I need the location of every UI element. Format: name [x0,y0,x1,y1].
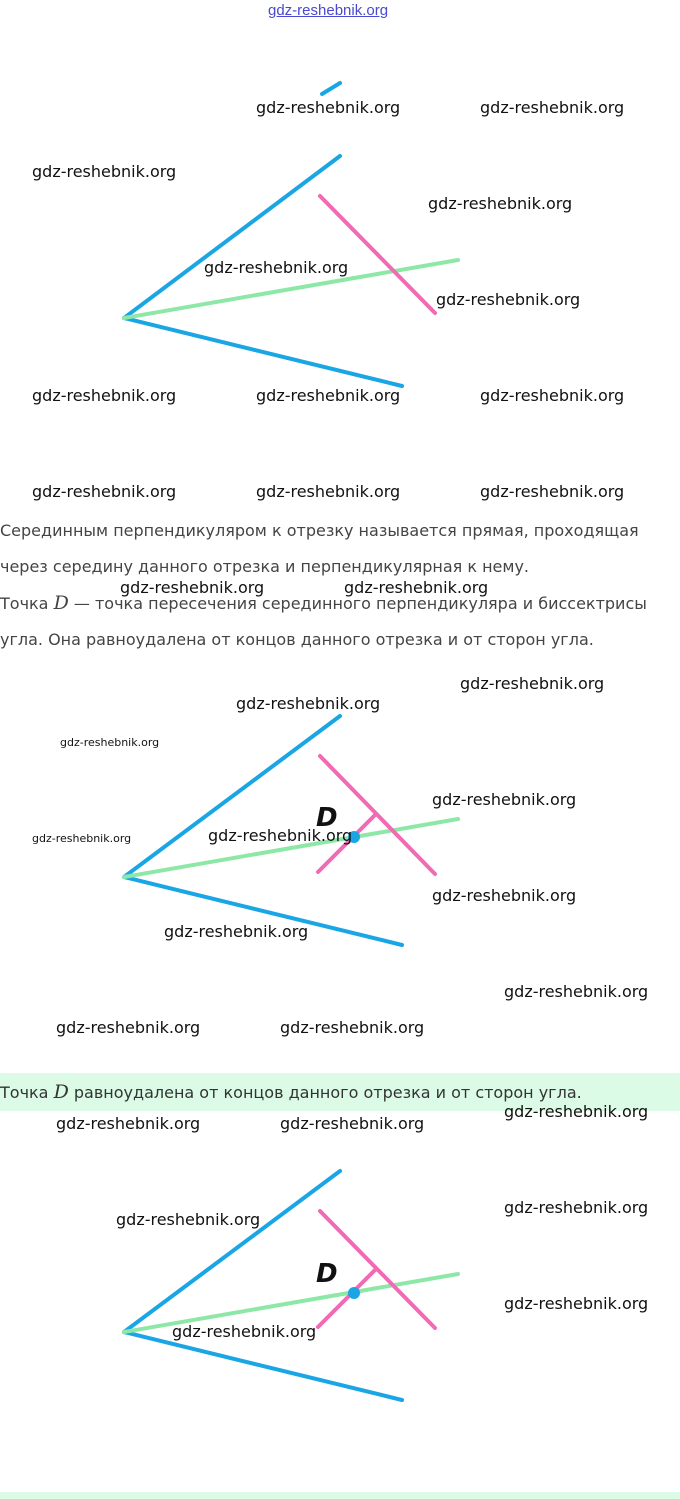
site-link[interactable]: gdz-reshebnik.org [268,2,389,19]
point-d-label: D [316,1259,338,1289]
bottom-highlight-band [0,1492,680,1499]
watermark: gdz-reshebnik.org [432,790,577,809]
watermark: gdz-reshebnik.org [164,922,309,941]
watermark: gdz-reshebnik.org [480,98,625,117]
watermark: gdz-reshebnik.org [256,482,401,501]
watermark: gdz-reshebnik.org [32,162,177,181]
watermark: gdz-reshebnik.org [208,826,353,845]
perpendicular-line [320,196,435,313]
watermark: gdz-reshebnik.org [504,1294,649,1313]
angle-side-lower [124,1332,402,1400]
conclusion-var: D [53,1081,69,1103]
watermark: gdz-reshebnik.org [120,578,265,597]
watermark: gdz-reshebnik.org [60,736,160,749]
definition-line-2: через середину данного отрезка и перпендикулярная к нему. [0,557,530,576]
watermark: gdz-reshebnik.org [116,1210,261,1229]
watermark: gdz-reshebnik.org [504,982,649,1001]
angle-side-lower [124,318,402,386]
watermark: gdz-reshebnik.org [256,386,401,405]
point-d-rest: — точка пересечения серединного перпендикуляра и биссектрисы [68,594,647,613]
watermark: gdz-reshebnik.org [504,1102,649,1121]
watermark: gdz-reshebnik.org [344,578,489,597]
definition-line-1: Серединным перпендикуляром к отрезку называется прямая, проходящая [0,521,639,540]
watermark: gdz-reshebnik.org [204,258,349,277]
watermark: gdz-reshebnik.org [280,1018,425,1037]
figure-1-svg [0,70,680,410]
watermark: gdz-reshebnik.org [480,386,625,405]
watermark: gdz-reshebnik.org [504,1198,649,1217]
point-d-prefix: Точка [0,594,54,613]
watermark: gdz-reshebnik.org [460,674,605,693]
angle-side-upper [124,1171,340,1332]
point-d-line-1 [0,585,680,622]
watermark: gdz-reshebnik.org [32,386,177,405]
watermark: gdz-reshebnik.org [256,98,401,117]
watermark: gdz-reshebnik.org [428,194,573,213]
watermark: gdz-reshebnik.org [172,1322,317,1341]
watermark: gdz-reshebnik.org [280,1114,425,1133]
watermark: gdz-reshebnik.org [56,1018,201,1037]
watermark: gdz-reshebnik.org [436,290,581,309]
watermark: gdz-reshebnik.org [432,886,577,905]
watermark: gdz-reshebnik.org [32,832,132,845]
point-d [348,1287,360,1299]
conclusion-rest: равноудалена от концов данного отрезка и от сторон угла. [68,1083,582,1102]
watermark: gdz-reshebnik.org [236,694,381,713]
conclusion-prefix: Точка [0,1083,54,1102]
angle-side-upper-stub [322,83,340,94]
point-d-line-2: угла. Она равноудалена от концов данного отрезка и от сторон угла. [0,630,594,649]
point-d-label: D [316,803,338,833]
figure-1-angle-construction [0,70,680,410]
watermark: gdz-reshebnik.org [480,482,625,501]
watermark: gdz-reshebnik.org [56,1114,201,1133]
point-d-var: D [53,592,69,614]
point-d-paragraph [0,585,680,658]
watermark: gdz-reshebnik.org [32,482,177,501]
conclusion-text [0,1081,582,1103]
definition-paragraph [0,513,680,585]
